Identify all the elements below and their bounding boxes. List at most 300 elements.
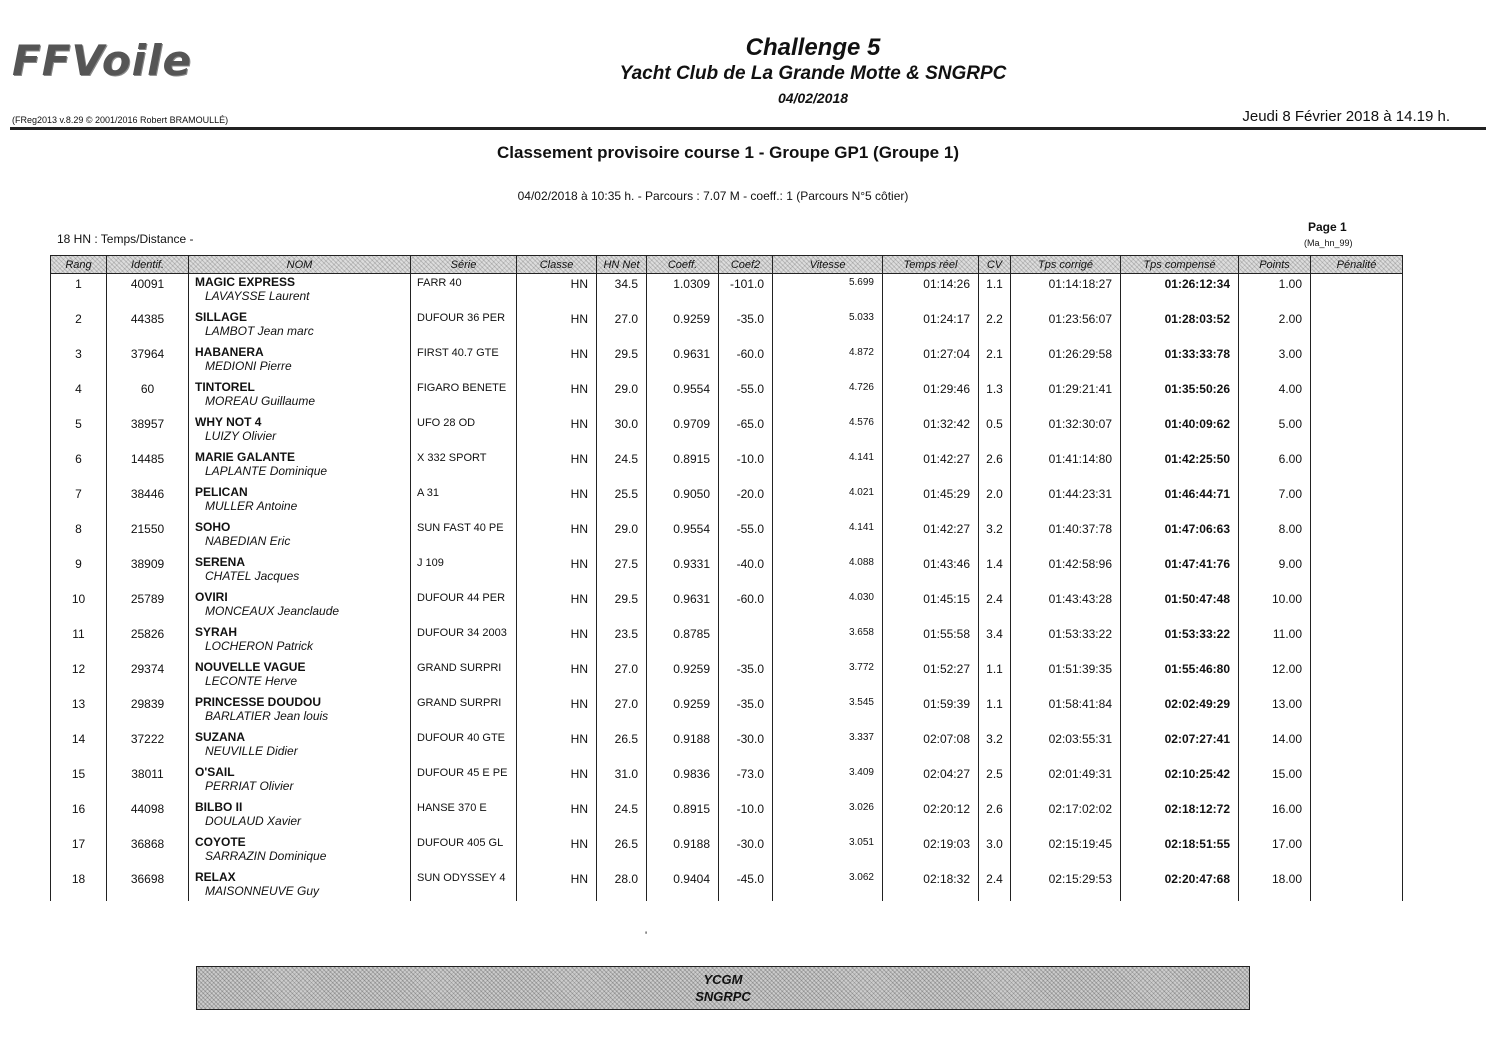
- temps-reel-value: 02:07:08: [923, 732, 970, 746]
- rang-value: 14: [71, 732, 86, 746]
- identif-value: 38957: [130, 417, 165, 431]
- skipper-name: LUIZY Olivier: [205, 429, 277, 443]
- hn-value: 27.0: [614, 697, 638, 711]
- table-row: [51, 519, 1403, 554]
- coeff-value: 0.9259: [673, 662, 710, 676]
- hn-value: 31.0: [614, 767, 638, 781]
- coef2-cell: [719, 729, 773, 764]
- vitesse-value: 3.772: [848, 662, 874, 673]
- penalite-value: [1315, 834, 1398, 837]
- identif-cell: [107, 869, 189, 901]
- temps-corrige-cell: [1011, 484, 1121, 519]
- rang-value: 18: [71, 872, 86, 886]
- rang-cell: [51, 799, 107, 834]
- vitesse-cell: [773, 449, 883, 484]
- boat-name: O'SAIL: [195, 765, 235, 779]
- points-value: 1.00: [1278, 277, 1302, 291]
- vitesse-cell: [773, 764, 883, 799]
- vitesse-cell: [773, 414, 883, 449]
- rang-cell: [51, 379, 107, 414]
- serie-value: DUFOUR 44 PER: [417, 592, 506, 604]
- classe-cell: [517, 519, 597, 554]
- boat-cell: [189, 799, 411, 834]
- table-row: [51, 344, 1403, 379]
- temps-compense-cell: [1121, 309, 1239, 344]
- hn-value: 24.5: [614, 802, 638, 816]
- page-title: Challenge 5: [745, 34, 881, 61]
- coeff-cell: [647, 659, 719, 694]
- skipper-name: MOREAU Guillaume: [205, 394, 316, 408]
- rang-value: 12: [71, 662, 86, 676]
- skipper-name: LOCHERON Patrick: [205, 639, 314, 653]
- penalite-cell: [1311, 449, 1403, 484]
- classe-cell: [517, 659, 597, 694]
- penalite-cell: [1311, 694, 1403, 729]
- penalite-value: [1315, 309, 1398, 312]
- classe-cell: [517, 274, 597, 310]
- serie-value: GRAND SURPRI: [417, 662, 502, 674]
- classe-value: HN: [570, 872, 588, 886]
- coeff-value: 0.9188: [673, 837, 710, 851]
- points-value: 7.00: [1278, 487, 1302, 501]
- coeff-value: 0.9050: [673, 487, 710, 501]
- temps-corrige-value: 01:53:33:22: [1048, 627, 1112, 641]
- serie-value: FARR 40: [417, 277, 462, 289]
- temps-corrige-value: 01:23:56:07: [1048, 312, 1112, 326]
- temps-compense-cell: [1121, 694, 1239, 729]
- coeff-cell: [647, 344, 719, 379]
- vitesse-cell: [773, 834, 883, 869]
- temps-reel-cell: [883, 554, 979, 589]
- serie-value: X 332 SPORT: [417, 452, 487, 464]
- boat-cell: [189, 869, 411, 901]
- cv-value: 2.1: [986, 347, 1003, 361]
- hn-value: 25.5: [614, 487, 638, 501]
- coef2-value: -73.0: [736, 767, 764, 781]
- boat-name: WHY NOT 4: [195, 415, 262, 429]
- coeff-value: 0.9631: [673, 347, 710, 361]
- vitesse-cell: [773, 694, 883, 729]
- cv-cell: [979, 624, 1011, 659]
- identif-value: 25826: [130, 627, 165, 641]
- serie-value: A 31: [417, 487, 440, 499]
- identif-cell: [107, 484, 189, 519]
- temps-corrige-value: 02:01:49:31: [1048, 767, 1112, 781]
- coeff-value: 0.9259: [673, 697, 710, 711]
- table-row: [51, 589, 1403, 624]
- coef2-value: -45.0: [736, 872, 764, 886]
- serie-cell: [411, 869, 517, 901]
- points-cell: [1239, 449, 1311, 484]
- temps-corrige-value: 01:44:23:31: [1048, 487, 1112, 501]
- footer-club-1: YCGM: [703, 972, 743, 987]
- vitesse-value: 4.141: [848, 452, 874, 463]
- coeff-cell: [647, 379, 719, 414]
- column-header: HN Net: [597, 256, 647, 274]
- coeff-cell: [647, 764, 719, 799]
- temps-reel-cell: [883, 694, 979, 729]
- print-timestamp: Jeudi 8 Février 2018 à 14.19 h.: [1242, 108, 1450, 125]
- classe-cell: [517, 449, 597, 484]
- cv-value: 3.4: [986, 627, 1003, 641]
- temps-corrige-cell: [1011, 729, 1121, 764]
- vitesse-cell: [773, 274, 883, 310]
- boat-cell: [189, 554, 411, 589]
- classe-cell: [517, 624, 597, 659]
- hn-value: 27.0: [614, 312, 638, 326]
- cv-value: 1.3: [986, 382, 1003, 396]
- penalite-value: [1315, 414, 1398, 417]
- rang-cell: [51, 554, 107, 589]
- temps-reel-value: 01:29:46: [923, 382, 970, 396]
- penalite-cell: [1311, 344, 1403, 379]
- classe-value: HN: [570, 627, 588, 641]
- temps-reel-value: 01:52:27: [923, 662, 970, 676]
- penalite-value: [1315, 449, 1398, 452]
- temps-compense-cell: [1121, 449, 1239, 484]
- penalite-value: [1315, 274, 1398, 277]
- coef2-value: -60.0: [736, 347, 764, 361]
- coef2-value: -55.0: [736, 382, 764, 396]
- boat-name: NOUVELLE VAGUE: [195, 660, 306, 674]
- vitesse-cell: [773, 624, 883, 659]
- coef2-value: -40.0: [736, 557, 764, 571]
- vitesse-value: 4.726: [848, 382, 874, 393]
- classe-cell: [517, 869, 597, 901]
- coeff-value: 0.9404: [673, 872, 710, 886]
- vitesse-value: 4.030: [848, 592, 874, 603]
- identif-value: 40091: [130, 277, 165, 291]
- temps-reel-value: 01:27:04: [923, 347, 970, 361]
- coeff-value: 0.9631: [673, 592, 710, 606]
- coef2-value: -55.0: [736, 522, 764, 536]
- table-header-row: [51, 256, 1403, 274]
- temps-compense-cell: [1121, 589, 1239, 624]
- coef2-cell: [719, 274, 773, 310]
- coeff-value: 0.9259: [673, 312, 710, 326]
- vitesse-value: 3.051: [848, 837, 874, 848]
- identif-cell: [107, 694, 189, 729]
- table-row: [51, 484, 1403, 519]
- column-header: Tps compensé: [1121, 256, 1239, 274]
- classe-cell: [517, 414, 597, 449]
- temps-reel-cell: [883, 589, 979, 624]
- coeff-cell: [647, 729, 719, 764]
- rang-value: 8: [75, 522, 82, 536]
- temps-compense-value: 02:20:47:68: [1164, 872, 1230, 886]
- classe-cell: [517, 309, 597, 344]
- vitesse-value: 4.088: [848, 557, 874, 568]
- penalite-value: [1315, 554, 1398, 557]
- serie-cell: [411, 659, 517, 694]
- rang-cell: [51, 624, 107, 659]
- coeff-cell: [647, 869, 719, 901]
- hn-cell: [597, 869, 647, 901]
- points-cell: [1239, 834, 1311, 869]
- penalite-cell: [1311, 764, 1403, 799]
- hn-value: 26.5: [614, 837, 638, 851]
- temps-reel-cell: [883, 764, 979, 799]
- temps-reel-cell: [883, 834, 979, 869]
- temps-corrige-value: 02:15:29:53: [1048, 872, 1112, 886]
- serie-value: DUFOUR 45 E PE: [417, 767, 508, 779]
- boat-name: HABANERA: [195, 345, 264, 359]
- penalite-value: [1315, 344, 1398, 347]
- vitesse-value: 4.021: [848, 487, 874, 498]
- coef2-cell: [719, 484, 773, 519]
- coef2-value: -10.0: [736, 802, 764, 816]
- serie-cell: [411, 309, 517, 344]
- column-header: Coef2: [719, 256, 773, 274]
- cv-cell: [979, 869, 1011, 901]
- penalite-cell: [1311, 274, 1403, 310]
- table-row: [51, 729, 1403, 764]
- identif-cell: [107, 344, 189, 379]
- hn-value: 23.5: [614, 627, 638, 641]
- cv-value: 2.5: [986, 767, 1003, 781]
- temps-compense-cell: [1121, 624, 1239, 659]
- points-value: 3.00: [1278, 347, 1302, 361]
- coeff-cell: [647, 834, 719, 869]
- identif-value: 44098: [130, 802, 165, 816]
- vitesse-cell: [773, 659, 883, 694]
- classe-cell: [517, 484, 597, 519]
- hn-cell: [597, 414, 647, 449]
- penalite-cell: [1311, 799, 1403, 834]
- penalite-value: [1315, 659, 1398, 662]
- classe-value: HN: [570, 662, 588, 676]
- cv-value: 1.1: [986, 277, 1003, 291]
- boat-cell: [189, 449, 411, 484]
- coeff-cell: [647, 624, 719, 659]
- rang-value: 2: [75, 312, 82, 326]
- cv-cell: [979, 449, 1011, 484]
- classe-value: HN: [570, 592, 588, 606]
- temps-compense-cell: [1121, 729, 1239, 764]
- identif-cell: [107, 659, 189, 694]
- hn-value: 28.0: [614, 872, 638, 886]
- temps-reel-value: 01:43:46: [923, 557, 970, 571]
- cv-cell: [979, 519, 1011, 554]
- temps-reel-cell: [883, 414, 979, 449]
- coef2-value: -65.0: [736, 417, 764, 431]
- skipper-name: MAISONNEUVE Guy: [205, 884, 320, 898]
- serie-cell: [411, 519, 517, 554]
- temps-compense-cell: [1121, 799, 1239, 834]
- penalite-cell: [1311, 659, 1403, 694]
- temps-corrige-cell: [1011, 624, 1121, 659]
- temps-compense-cell: [1121, 344, 1239, 379]
- results-heading: Classement provisoire course 1 - Groupe GP1 (Groupe 1): [497, 143, 959, 162]
- identif-value: 36698: [130, 872, 165, 886]
- classe-value: HN: [570, 277, 588, 291]
- coef2-cell: [719, 344, 773, 379]
- penalite-cell: [1311, 519, 1403, 554]
- identif-cell: [107, 519, 189, 554]
- serie-value: HANSE 370 E: [417, 802, 487, 814]
- coeff-cell: [647, 519, 719, 554]
- identif-value: 36868: [130, 837, 165, 851]
- vitesse-cell: [773, 344, 883, 379]
- temps-corrige-value: 01:14:18:27: [1048, 277, 1112, 291]
- identif-value: 21550: [130, 522, 165, 536]
- cv-cell: [979, 729, 1011, 764]
- cv-value: 3.0: [986, 837, 1003, 851]
- points-value: 5.00: [1278, 417, 1302, 431]
- serie-cell: [411, 344, 517, 379]
- temps-compense-value: 01:47:41:76: [1164, 557, 1230, 571]
- vitesse-value: 5.699: [848, 277, 874, 288]
- identif-cell: [107, 554, 189, 589]
- cv-value: 2.4: [986, 872, 1003, 886]
- vitesse-value: 5.033: [848, 312, 874, 323]
- cv-cell: [979, 694, 1011, 729]
- points-cell: [1239, 764, 1311, 799]
- temps-reel-cell: [883, 379, 979, 414]
- rang-cell: [51, 764, 107, 799]
- boat-cell: [189, 519, 411, 554]
- temps-compense-cell: [1121, 554, 1239, 589]
- points-value: 10.00: [1271, 592, 1302, 606]
- boat-cell: [189, 694, 411, 729]
- points-value: 12.00: [1271, 662, 1302, 676]
- logo-text: FFVoile: [12, 36, 192, 85]
- vitesse-value: 3.026: [848, 802, 874, 813]
- hn-value: 24.5: [614, 452, 638, 466]
- coeff-value: 0.9331: [673, 557, 710, 571]
- coef2-cell: [719, 764, 773, 799]
- coef2-cell: [719, 449, 773, 484]
- temps-reel-value: 01:14:26: [923, 277, 970, 291]
- classe-value: HN: [570, 767, 588, 781]
- temps-compense-value: 01:42:25:50: [1164, 452, 1230, 466]
- hn-cell: [597, 274, 647, 310]
- page-subtitle: Yacht Club de La Grande Motte & SNGRPC: [619, 63, 1007, 84]
- software-copyright: (FReg2013 v.8.29 © 2001/2016 Robert BRAMOULLÉ): [12, 115, 229, 125]
- temps-corrige-value: 01:43:43:28: [1048, 592, 1112, 606]
- coef2-value: -60.0: [736, 592, 764, 606]
- coef2-cell: [719, 659, 773, 694]
- serie-value: DUFOUR 405 GL: [417, 837, 504, 849]
- points-cell: [1239, 694, 1311, 729]
- temps-compense-value: 01:28:03:52: [1164, 312, 1230, 326]
- temps-reel-value: 02:18:32: [923, 872, 970, 886]
- temps-compense-value: 02:10:25:42: [1164, 767, 1230, 781]
- rang-cell: [51, 589, 107, 624]
- classe-cell: [517, 694, 597, 729]
- coeff-cell: [647, 414, 719, 449]
- table-row: [51, 764, 1403, 799]
- vitesse-cell: [773, 729, 883, 764]
- cv-cell: [979, 659, 1011, 694]
- penalite-value: [1315, 799, 1398, 802]
- points-value: 9.00: [1278, 557, 1302, 571]
- skipper-name: NEUVILLE Didier: [205, 744, 298, 758]
- identif-value: 37222: [130, 732, 165, 746]
- identif-value: 44385: [130, 312, 165, 326]
- boat-name: RELAX: [195, 870, 236, 884]
- boat-name: PRINCESSE DOUDOU: [195, 695, 322, 709]
- temps-compense-value: 02:18:51:55: [1164, 837, 1230, 851]
- coef2-value: -30.0: [736, 732, 764, 746]
- temps-reel-cell: [883, 519, 979, 554]
- column-header: Identif.: [107, 256, 189, 274]
- boat-name: SOHO: [195, 520, 231, 534]
- hn-value: 29.0: [614, 382, 638, 396]
- serie-cell: [411, 274, 517, 310]
- penalite-cell: [1311, 834, 1403, 869]
- temps-corrige-value: 01:40:37:78: [1048, 522, 1112, 536]
- boat-name: MARIE GALANTE: [195, 450, 295, 464]
- hn-cell: [597, 309, 647, 344]
- penalite-value: [1315, 379, 1398, 382]
- points-cell: [1239, 274, 1311, 310]
- penalite-cell: [1311, 554, 1403, 589]
- cv-value: 2.2: [986, 312, 1003, 326]
- coef2-value: -101.0: [729, 277, 764, 291]
- rang-cell: [51, 414, 107, 449]
- temps-corrige-value: 01:51:39:35: [1048, 662, 1112, 676]
- column-header: Vitesse: [773, 256, 883, 274]
- cv-value: 0.5: [986, 417, 1003, 431]
- vitesse-cell: [773, 519, 883, 554]
- rang-value: 13: [71, 697, 86, 711]
- penalite-cell: [1311, 414, 1403, 449]
- boat-name: TINTOREL: [195, 380, 255, 394]
- rang-value: 7: [75, 487, 82, 501]
- coef2-value: -35.0: [736, 662, 764, 676]
- vitesse-cell: [773, 554, 883, 589]
- temps-reel-cell: [883, 729, 979, 764]
- points-value: 16.00: [1271, 802, 1302, 816]
- identif-value: 37964: [130, 347, 165, 361]
- column-header: Série: [411, 256, 517, 274]
- skipper-name: PERRIAT Olivier: [205, 779, 294, 793]
- identif-value: 25789: [130, 592, 165, 606]
- cv-cell: [979, 589, 1011, 624]
- points-cell: [1239, 379, 1311, 414]
- classe-value: HN: [570, 837, 588, 851]
- skipper-name: CHATEL Jacques: [205, 569, 300, 583]
- temps-compense-cell: [1121, 484, 1239, 519]
- serie-value: FIRST 40.7 GTE: [417, 347, 499, 359]
- penalite-value: [1315, 694, 1398, 697]
- coeff-cell: [647, 554, 719, 589]
- points-cell: [1239, 624, 1311, 659]
- hn-cell: [597, 624, 647, 659]
- rang-value: 17: [71, 837, 86, 851]
- coeff-value: 1.0309: [673, 277, 710, 291]
- hn-cell: [597, 764, 647, 799]
- points-cell: [1239, 414, 1311, 449]
- coeff-cell: [647, 694, 719, 729]
- serie-cell: [411, 554, 517, 589]
- boat-cell: [189, 309, 411, 344]
- coeff-cell: [647, 484, 719, 519]
- classe-value: HN: [570, 802, 588, 816]
- serie-cell: [411, 764, 517, 799]
- temps-corrige-cell: [1011, 869, 1121, 901]
- coef2-value: -35.0: [736, 312, 764, 326]
- rang-value: 15: [71, 767, 86, 781]
- penalite-value: [1315, 519, 1398, 522]
- classe-cell: [517, 764, 597, 799]
- vitesse-value: 3.062: [848, 872, 874, 883]
- temps-compense-cell: [1121, 379, 1239, 414]
- serie-value: SUN ODYSSEY 4: [417, 872, 506, 884]
- points-cell: [1239, 729, 1311, 764]
- skipper-name: DOULAUD Xavier: [205, 814, 302, 828]
